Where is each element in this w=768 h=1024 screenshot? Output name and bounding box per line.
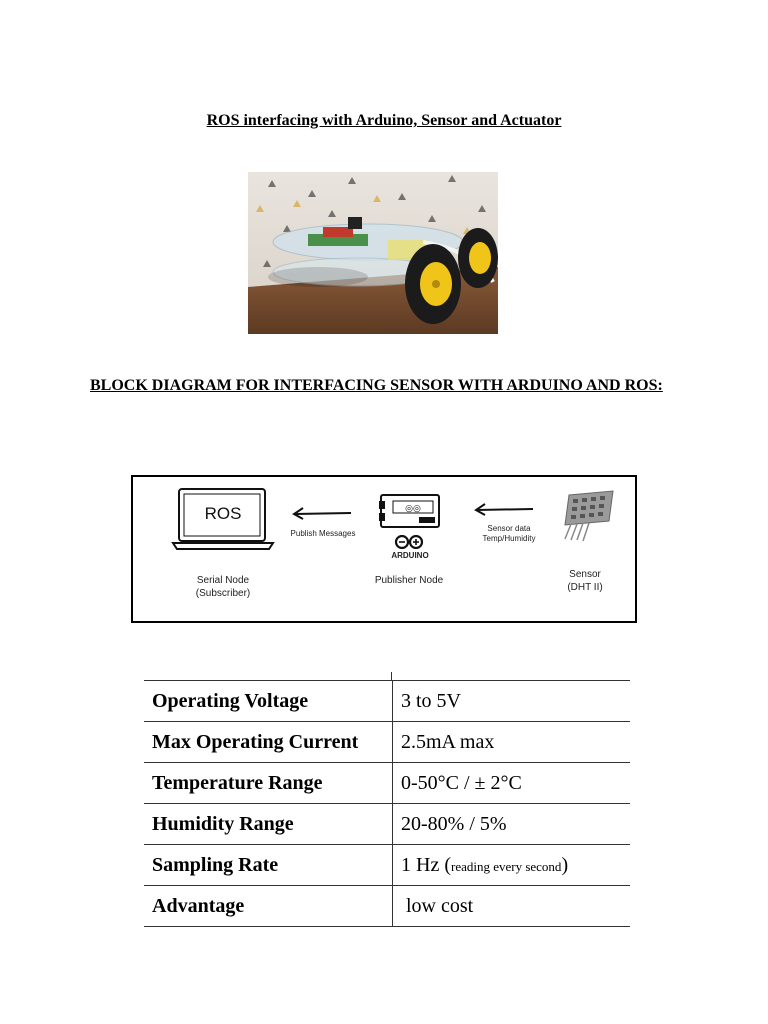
table-row [144,763,630,804]
sensor-data-label-line2: Temp/Humidity [482,534,536,543]
spec-key: Sampling Rate [144,845,393,886]
spec-key: Operating Voltage [144,681,393,722]
sensor-line2: (DHT II) [567,582,603,593]
spec-value-note: reading every second [450,858,562,874]
serial-node-line1: Serial Node [196,575,250,586]
spec-key: Advantage [144,886,393,927]
block-diagram [131,475,637,623]
table-row [144,886,630,927]
spec-key: Humidity Range [144,804,393,845]
spec-value: 3 to 5V [393,681,631,722]
laptop-text: ROS [204,504,242,523]
spec-value: 0-50°C / ± 2°C [393,763,631,804]
table-top-divider [391,672,392,680]
sensor-data-label-line1: Sensor data [487,524,531,533]
arduino-logo-text: ARDUINO [391,551,429,560]
spec-value: 2.5mA max [393,722,631,763]
spec-value [393,845,631,886]
publisher-node-label: Publisher Node [374,575,444,586]
serial-node-line2: (Subscriber) [195,588,251,599]
arrow-left-icon [291,507,353,526]
svg-text:◎◎: ◎◎ [405,504,421,514]
sensor-label [535,568,635,594]
page-title: ROS interfacing with Arduino, Sensor and Actuator [206,112,562,129]
publish-messages-label: Publish Messages [290,529,356,538]
spec-value-end: ) [561,853,569,876]
spec-key: Max Operating Current [144,722,393,763]
spec-key: Temperature Range [144,763,393,804]
spec-value-main: 1 Hz ( [401,853,451,876]
table-row [144,681,630,722]
sensor-line1: Sensor [569,569,601,580]
table-row [144,722,630,763]
sensor-data-label [469,524,549,544]
serial-node-label [173,574,273,600]
robot-car-photo [248,172,498,334]
spec-value: low cost [393,886,631,927]
dht-sensor-icon [557,487,617,548]
table-row [144,804,630,845]
table-row [144,845,630,886]
spec-value: 20-80% / 5% [393,804,631,845]
arduino-board-icon [379,491,441,536]
block-diagram-heading: BLOCK DIAGRAM FOR INTERFACING SENSOR WITH ARDUINO AND ROS: [90,377,663,394]
specs-table [144,681,630,927]
arrow-left-icon-2 [473,503,535,522]
